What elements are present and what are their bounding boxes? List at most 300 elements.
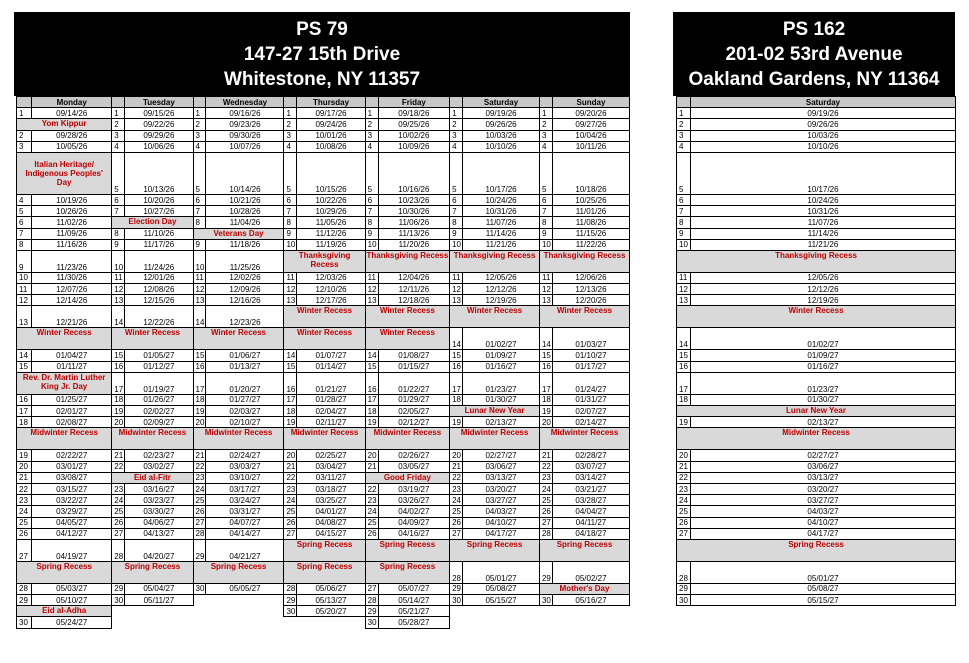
session-number: 5	[539, 152, 552, 194]
session-number: 26	[365, 528, 378, 539]
session-number: 18	[539, 394, 552, 405]
session-date: 11/24/26	[125, 250, 193, 272]
session-date: 10/24/26	[691, 194, 956, 205]
session-number: 22	[193, 461, 206, 472]
session-number: 11	[193, 272, 206, 283]
session-date: 10/16/26	[378, 152, 449, 194]
calendar-event-cell: Thanksgiving Recess	[365, 250, 449, 272]
table-row	[17, 141, 630, 152]
session-date: 02/10/27	[206, 417, 284, 428]
session-number: 16	[450, 361, 463, 372]
session-number: 16	[112, 361, 125, 372]
session-number: 10	[677, 239, 691, 250]
table-row	[17, 428, 630, 450]
calendar-event-cell: Winter Recess	[112, 328, 193, 350]
calendar-event-cell: Spring Recess	[365, 561, 449, 583]
session-date: 01/13/27	[206, 361, 284, 372]
calendar-event-cell: Good Friday	[365, 472, 449, 483]
session-number: 5	[450, 152, 463, 194]
session-number: 2	[365, 119, 378, 130]
calendar-event-cell: Winter Recess	[365, 306, 449, 328]
session-number: 22	[284, 472, 297, 483]
table-row	[17, 517, 630, 528]
session-date: 04/13/27	[125, 528, 193, 539]
week-num-header	[17, 97, 32, 108]
session-number: 30	[677, 595, 691, 606]
session-number: 30	[365, 617, 378, 628]
session-number: 4	[677, 141, 691, 152]
calendar-event-cell: Italian Heritage/ Indigenous Peoples' Day	[17, 152, 112, 194]
session-date: 12/09/26	[206, 284, 284, 295]
session-number: 10	[365, 239, 378, 250]
session-date: 03/31/27	[206, 506, 284, 517]
session-number: 11	[450, 272, 463, 283]
table-row	[17, 461, 630, 472]
session-number: 12	[539, 284, 552, 295]
table-row	[677, 472, 956, 483]
session-number: 17	[112, 372, 125, 394]
session-number: 27	[677, 528, 691, 539]
session-date: 01/27/27	[206, 394, 284, 405]
calendar-event-cell: Spring Recess	[193, 561, 284, 583]
table-row	[17, 295, 630, 306]
session-date: 11/22/26	[552, 239, 629, 250]
session-number: 9	[539, 228, 552, 239]
session-date: 03/06/27	[691, 461, 956, 472]
table-row	[677, 495, 956, 506]
session-number: 1	[193, 108, 206, 119]
ps79-city: Whitestone, NY 11357	[223, 68, 421, 90]
session-number: 20	[539, 417, 552, 428]
session-number: 28	[112, 539, 125, 561]
session-number: 19	[17, 450, 32, 461]
session-date: 03/15/27	[32, 483, 112, 494]
session-number: 9	[365, 228, 378, 239]
session-date: 12/23/26	[206, 306, 284, 328]
table-row	[677, 461, 956, 472]
session-number: 12	[112, 284, 125, 295]
calendar-event-cell: Midwinter Recess	[450, 428, 540, 450]
session-date: 12/17/26	[297, 295, 365, 306]
calendar-event-cell: Winter Recess	[17, 328, 112, 350]
session-date: 05/11/27	[125, 595, 193, 606]
session-date: 01/21/27	[297, 372, 365, 394]
session-date: 04/16/27	[378, 528, 449, 539]
session-date: 01/16/27	[691, 361, 956, 372]
calendar-event-cell: Thanksgiving Recess	[677, 250, 956, 272]
session-number: 24	[193, 483, 206, 494]
table-row	[17, 239, 630, 250]
session-date: 12/22/26	[125, 306, 193, 328]
table-row	[677, 284, 956, 295]
table-row	[677, 361, 956, 372]
session-number: 8	[539, 217, 552, 228]
session-date: 11/01/26	[552, 206, 629, 217]
session-date: 02/05/27	[378, 406, 449, 417]
table-row	[17, 406, 630, 417]
session-number: 24	[539, 483, 552, 494]
session-date: 05/10/27	[32, 595, 112, 606]
session-date: 02/28/27	[552, 450, 629, 461]
session-date: 10/06/26	[125, 141, 193, 152]
session-number: 5	[284, 152, 297, 194]
session-date: 04/11/27	[552, 517, 629, 528]
session-number: 2	[193, 119, 206, 130]
ps162-address: 201-02 53rd Avenue	[725, 43, 903, 65]
session-number: 13	[112, 295, 125, 306]
table-row	[17, 250, 630, 272]
session-number: 25	[539, 495, 552, 506]
session-date: 12/19/26	[463, 295, 540, 306]
session-number: 17	[193, 372, 206, 394]
session-date: 11/21/26	[691, 239, 956, 250]
table-row	[17, 495, 630, 506]
table-row	[17, 284, 630, 295]
table-row	[17, 472, 630, 483]
session-date: 10/31/26	[691, 206, 956, 217]
table-row	[17, 194, 630, 205]
session-date: 09/27/26	[552, 119, 629, 130]
ps79-header	[14, 12, 630, 96]
empty-cell	[193, 606, 284, 617]
empty-cell	[112, 617, 193, 628]
session-date: 12/12/26	[691, 284, 956, 295]
session-number: 1	[450, 108, 463, 119]
session-number: 3	[450, 130, 463, 141]
ps162-header	[673, 12, 955, 96]
session-date: 12/03/26	[297, 272, 365, 283]
session-date: 11/14/26	[691, 228, 956, 239]
session-date: 12/08/26	[125, 284, 193, 295]
session-number: 23	[365, 495, 378, 506]
empty-cell	[539, 617, 629, 628]
session-date: 03/27/27	[691, 495, 956, 506]
session-date: 02/23/27	[125, 450, 193, 461]
session-date: 03/10/27	[206, 472, 284, 483]
session-date: 12/06/26	[552, 272, 629, 283]
table-row	[677, 130, 956, 141]
session-date: 10/30/26	[378, 206, 449, 217]
session-number: 10	[193, 250, 206, 272]
session-number: 26	[450, 517, 463, 528]
session-number: 28	[450, 561, 463, 583]
session-number: 19	[539, 406, 552, 417]
session-date: 09/20/26	[552, 108, 629, 119]
session-number: 25	[677, 506, 691, 517]
session-number: 9	[284, 228, 297, 239]
session-number: 9	[112, 239, 125, 250]
session-number: 10	[112, 250, 125, 272]
ps79-calendar-table	[16, 96, 630, 629]
session-number: 18	[284, 406, 297, 417]
table-row	[677, 239, 956, 250]
session-number: 5	[17, 206, 32, 217]
table-row	[17, 595, 630, 606]
calendar-event-cell: Winter Recess	[284, 306, 365, 328]
session-number: 6	[365, 194, 378, 205]
session-number: 7	[539, 206, 552, 217]
session-date: 12/20/26	[552, 295, 629, 306]
table-row	[17, 108, 630, 119]
session-number: 9	[677, 228, 691, 239]
session-number: 15	[677, 350, 691, 361]
session-date: 02/03/27	[206, 406, 284, 417]
session-number: 28	[677, 561, 691, 583]
table-row	[677, 372, 956, 394]
session-date: 10/17/26	[463, 152, 540, 194]
session-date: 01/07/27	[297, 350, 365, 361]
session-number: 28	[365, 595, 378, 606]
table-row	[677, 394, 956, 405]
session-number: 7	[450, 206, 463, 217]
session-number: 16	[17, 394, 32, 405]
session-number: 7	[284, 206, 297, 217]
session-date: 12/05/26	[463, 272, 540, 283]
session-date: 09/28/26	[32, 130, 112, 141]
session-date: 12/19/26	[691, 295, 956, 306]
session-number: 30	[284, 606, 297, 617]
calendar-event-cell: Winter Recess	[193, 328, 284, 350]
session-number: 8	[365, 217, 378, 228]
session-date: 11/17/26	[125, 239, 193, 250]
session-number: 20	[17, 461, 32, 472]
session-number: 25	[365, 517, 378, 528]
session-date: 01/17/27	[552, 361, 629, 372]
calendar-event-cell: Midwinter Recess	[365, 428, 449, 450]
session-number: 14	[677, 328, 691, 350]
session-date: 01/25/27	[32, 394, 112, 405]
session-number: 2	[539, 119, 552, 130]
session-date: 05/01/27	[463, 561, 540, 583]
session-number: 27	[365, 583, 378, 594]
session-number: 27	[284, 528, 297, 539]
session-date: 10/03/26	[463, 130, 540, 141]
table-row	[17, 130, 630, 141]
table-row	[677, 539, 956, 561]
session-number: 3	[677, 130, 691, 141]
session-date: 03/13/27	[691, 472, 956, 483]
session-date: 05/15/27	[463, 595, 540, 606]
session-date: 04/10/27	[463, 517, 540, 528]
session-number: 29	[17, 595, 32, 606]
empty-cell	[193, 595, 284, 606]
session-date: 11/06/26	[378, 217, 449, 228]
session-date: 01/30/27	[463, 394, 540, 405]
session-number: 18	[17, 417, 32, 428]
session-date: 02/27/27	[463, 450, 540, 461]
session-number: 28	[17, 583, 32, 594]
session-date: 02/11/27	[297, 417, 365, 428]
session-number: 29	[450, 583, 463, 594]
table-row	[17, 528, 630, 539]
table-row	[677, 206, 956, 217]
session-number: 10	[17, 272, 32, 283]
session-date: 10/28/26	[206, 206, 284, 217]
table-row	[17, 561, 630, 583]
session-date: 01/22/27	[378, 372, 449, 394]
session-date: 04/07/27	[206, 517, 284, 528]
session-date: 11/30/26	[32, 272, 112, 283]
session-date: 03/06/27	[463, 461, 540, 472]
session-number: 12	[365, 284, 378, 295]
session-date: 10/03/26	[691, 130, 956, 141]
table-row	[17, 606, 630, 617]
session-number: 12	[17, 295, 32, 306]
session-date: 04/12/27	[32, 528, 112, 539]
session-date: 04/15/27	[297, 528, 365, 539]
session-number: 13	[677, 295, 691, 306]
calendar-event-cell: Yom Kippur	[17, 119, 112, 130]
calendar-event-cell: Midwinter Recess	[677, 428, 956, 450]
session-number: 14	[365, 350, 378, 361]
session-date: 01/04/27	[32, 350, 112, 361]
session-number: 16	[677, 361, 691, 372]
session-date: 01/16/27	[463, 361, 540, 372]
session-number: 15	[17, 361, 32, 372]
table-row	[17, 228, 630, 239]
ps79-address: 147-27 15th Drive	[243, 43, 401, 65]
session-number: 4	[284, 141, 297, 152]
session-number: 11	[284, 272, 297, 283]
session-date: 05/02/27	[552, 561, 629, 583]
session-date: 02/14/27	[552, 417, 629, 428]
session-number: 6	[539, 194, 552, 205]
week-num-header	[677, 97, 691, 108]
session-number: 6	[112, 194, 125, 205]
session-number: 9	[450, 228, 463, 239]
session-number: 11	[365, 272, 378, 283]
session-date: 10/04/26	[552, 130, 629, 141]
session-date: 10/14/26	[206, 152, 284, 194]
header-row	[17, 97, 630, 108]
session-date: 11/18/26	[206, 239, 284, 250]
session-date: 02/07/27	[552, 406, 629, 417]
session-date: 12/14/26	[32, 295, 112, 306]
session-date: 12/18/26	[378, 295, 449, 306]
session-date: 01/11/27	[32, 361, 112, 372]
session-date: 05/03/27	[32, 583, 112, 594]
session-number: 24	[450, 495, 463, 506]
session-number: 27	[17, 539, 32, 561]
session-date: 04/06/27	[125, 517, 193, 528]
empty-cell	[677, 616, 956, 626]
session-date: 03/20/27	[463, 483, 540, 494]
session-date: 12/13/26	[552, 284, 629, 295]
session-number: 11	[677, 272, 691, 283]
session-number: 2	[677, 119, 691, 130]
session-number: 19	[284, 417, 297, 428]
session-date: 01/09/27	[691, 350, 956, 361]
session-number: 26	[284, 517, 297, 528]
session-date: 11/15/26	[552, 228, 629, 239]
ps162-name: PS 162	[782, 18, 846, 40]
session-number: 14	[112, 306, 125, 328]
table-row	[17, 350, 630, 361]
calendar-event-cell: Winter Recess	[284, 328, 365, 350]
table-row	[677, 328, 956, 350]
session-number: 29	[365, 606, 378, 617]
session-number: 15	[112, 350, 125, 361]
session-date: 10/10/26	[691, 141, 956, 152]
session-date: 05/14/27	[378, 595, 449, 606]
table-row	[677, 595, 956, 606]
session-date: 03/13/27	[463, 472, 540, 483]
session-date: 10/18/26	[552, 152, 629, 194]
session-number: 15	[284, 361, 297, 372]
week-num-header	[450, 97, 463, 108]
session-date: 01/20/27	[206, 372, 284, 394]
session-number: 29	[112, 583, 125, 594]
session-number: 15	[539, 350, 552, 361]
table-row	[677, 141, 956, 152]
table-row	[677, 406, 956, 417]
session-number: 22	[539, 461, 552, 472]
session-date: 03/29/27	[32, 506, 112, 517]
week-num-header	[365, 97, 378, 108]
session-date: 11/08/26	[552, 217, 629, 228]
session-date: 03/21/27	[552, 483, 629, 494]
session-date: 01/09/27	[463, 350, 540, 361]
day-header: Tuesday	[125, 97, 193, 108]
session-number: 18	[450, 394, 463, 405]
session-number: 22	[112, 461, 125, 472]
session-number: 20	[193, 417, 206, 428]
session-date: 10/26/26	[32, 206, 112, 217]
session-date: 05/20/27	[297, 606, 365, 617]
session-date: 09/26/26	[691, 119, 956, 130]
session-number: 30	[112, 595, 125, 606]
session-number: 14	[17, 350, 32, 361]
session-number: 4	[193, 141, 206, 152]
session-date: 11/25/26	[206, 250, 284, 272]
session-date: 01/29/27	[378, 394, 449, 405]
session-number: 23	[112, 483, 125, 494]
calendar-event-cell: Rev. Dr. Martin Luther King Jr. Day	[17, 372, 112, 394]
session-number: 7	[677, 206, 691, 217]
session-number: 26	[539, 506, 552, 517]
session-number: 7	[193, 206, 206, 217]
session-date: 04/08/27	[297, 517, 365, 528]
session-number: 12	[284, 284, 297, 295]
session-number: 21	[193, 450, 206, 461]
calendar-event-cell: Winter Recess	[450, 306, 540, 328]
session-number: 16	[539, 361, 552, 372]
empty-cell	[193, 617, 284, 628]
session-number: 6	[17, 217, 32, 228]
session-number: 17	[539, 372, 552, 394]
session-number: 25	[112, 506, 125, 517]
session-number: 21	[284, 461, 297, 472]
table-row	[677, 272, 956, 283]
session-date: 03/27/27	[463, 495, 540, 506]
session-number: 13	[17, 306, 32, 328]
session-number: 8	[17, 239, 32, 250]
session-date: 03/04/27	[297, 461, 365, 472]
table-row	[17, 483, 630, 494]
session-date: 02/13/27	[463, 417, 540, 428]
calendar-event-cell: Spring Recess	[284, 539, 365, 561]
session-date: 01/05/27	[125, 350, 193, 361]
session-number: 7	[17, 228, 32, 239]
session-number: 18	[677, 394, 691, 405]
table-row	[677, 119, 956, 130]
session-number: 14	[539, 328, 552, 350]
session-date: 03/20/27	[691, 483, 956, 494]
session-number: 27	[539, 517, 552, 528]
calendar-event-cell: Winter Recess	[539, 306, 629, 328]
table-row	[677, 217, 956, 228]
session-date: 04/17/27	[463, 528, 540, 539]
